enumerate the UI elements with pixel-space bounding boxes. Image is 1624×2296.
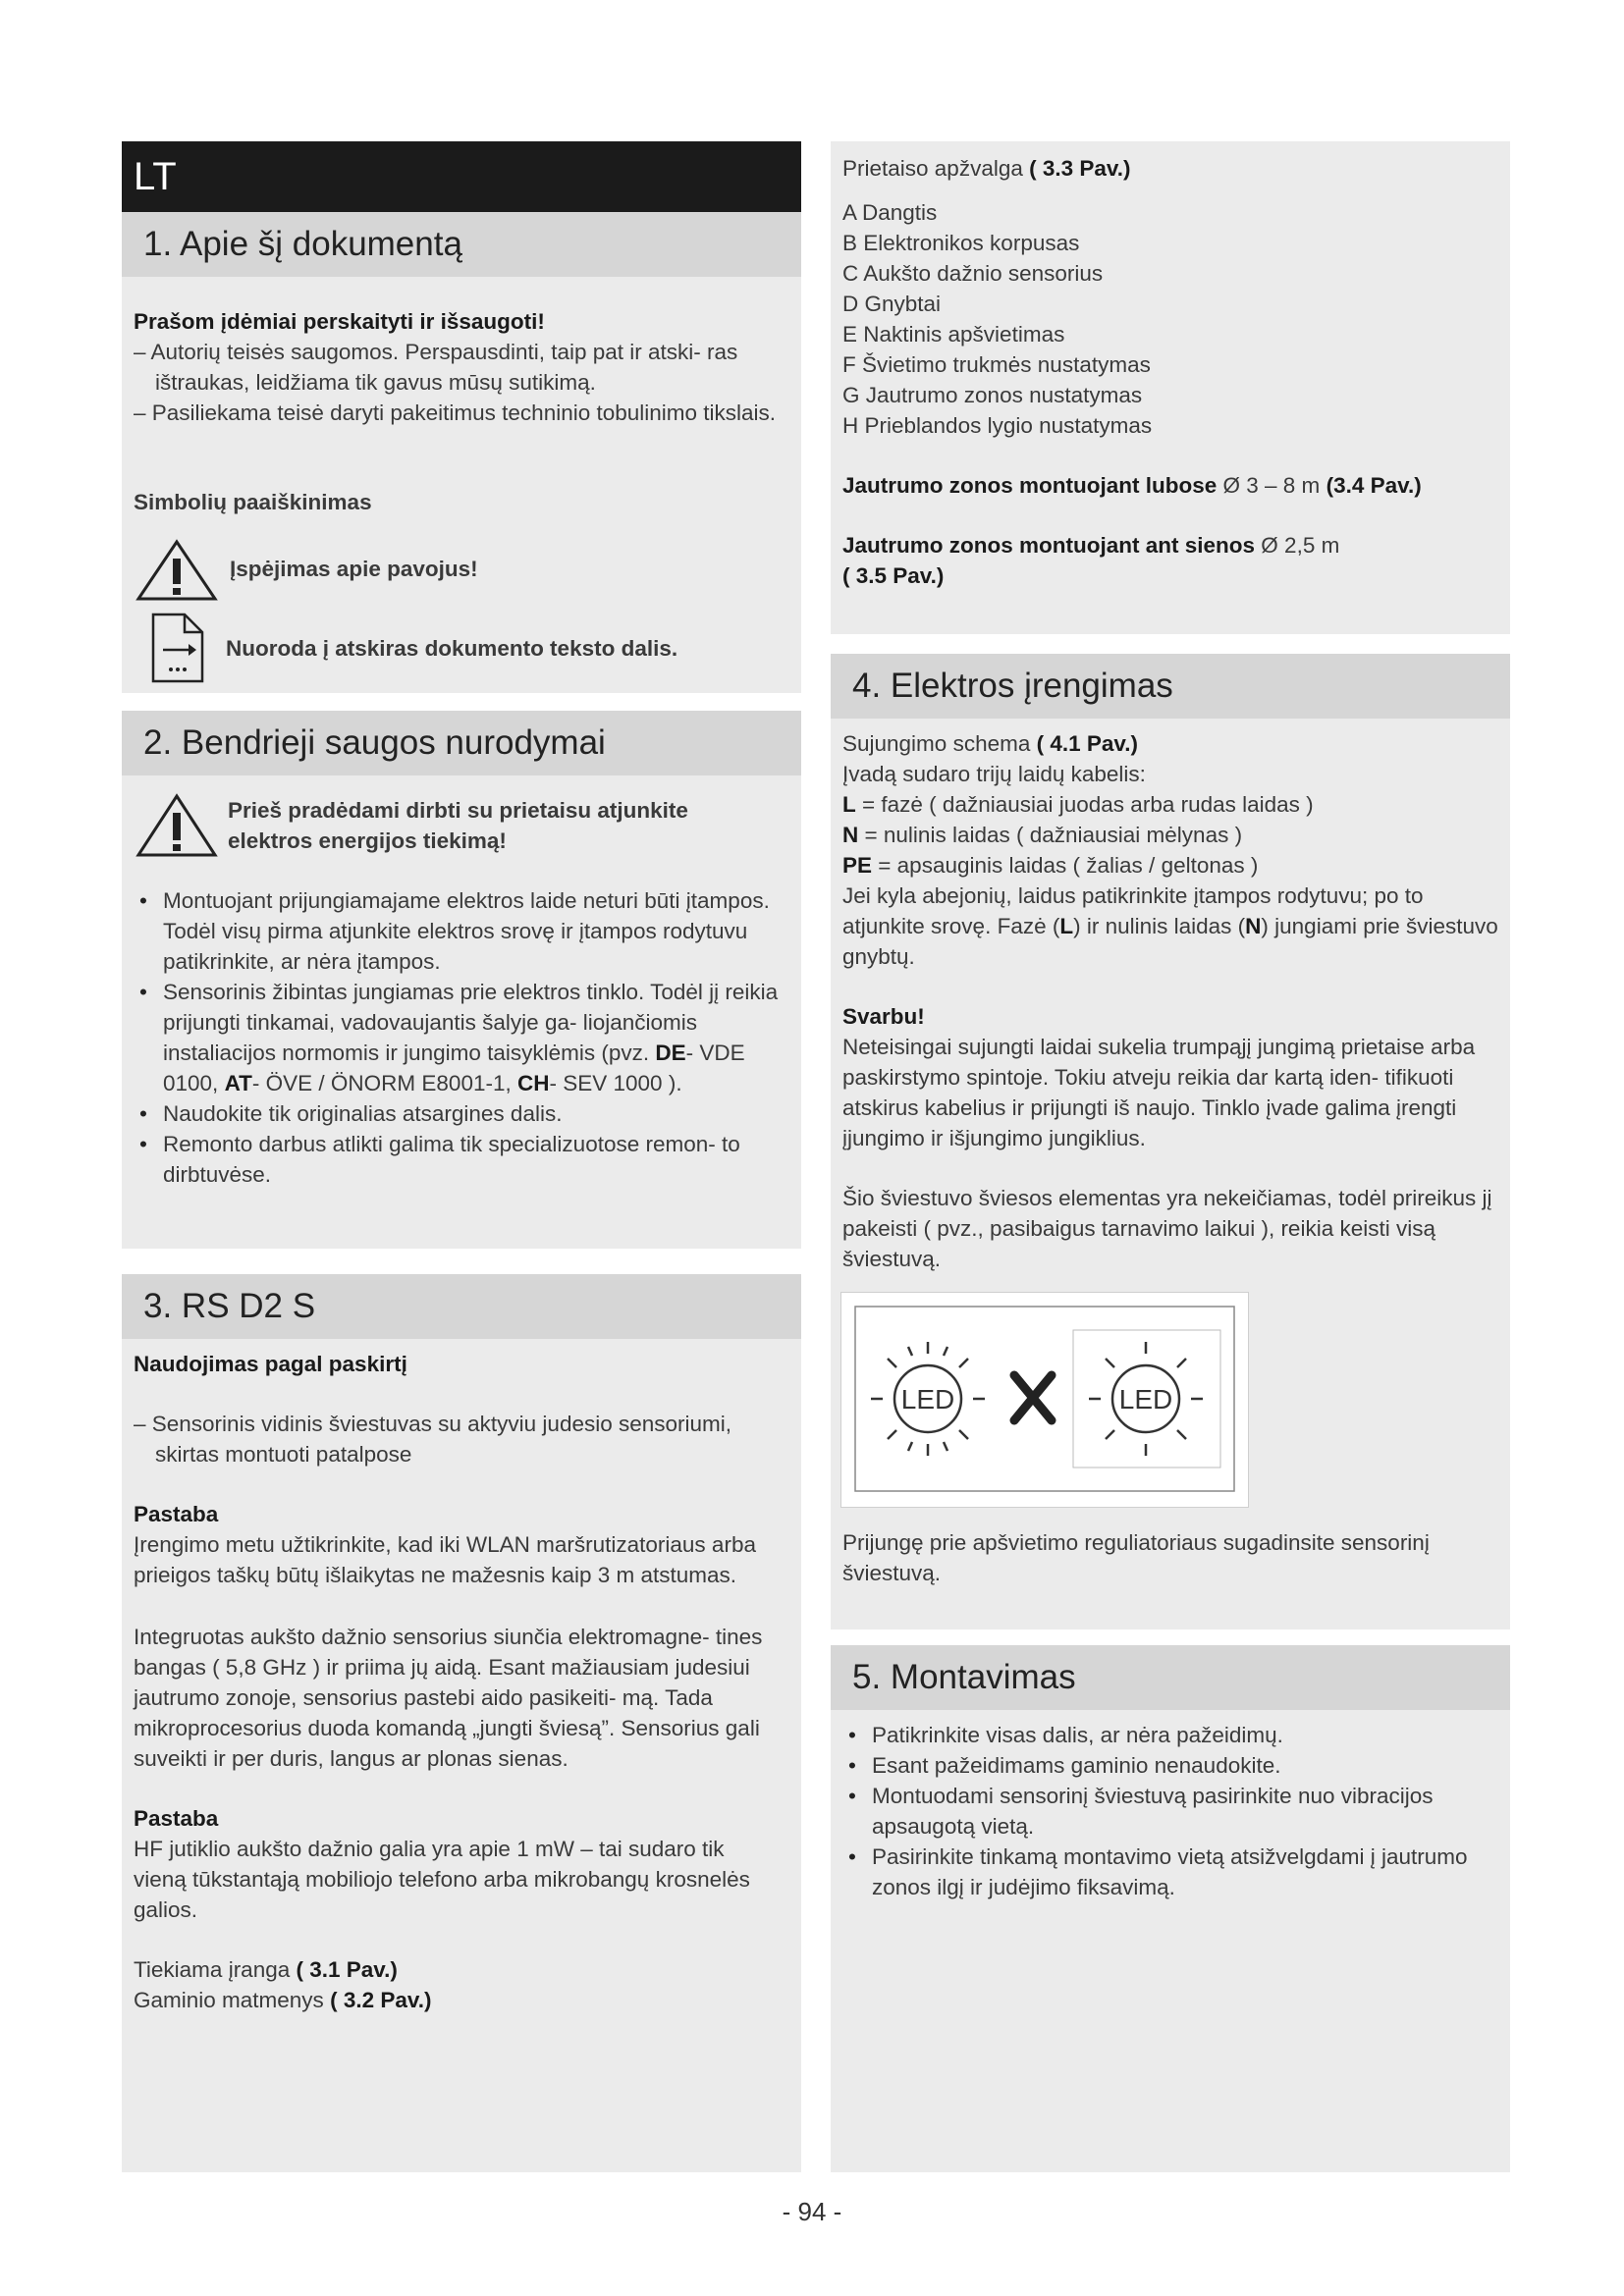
list-item: • Sensorinis žibintas jungiamas prie elektros tinklo. Todėl jį reikia prijungti tinkamai, vadovaujantis šalyje ga- liojančiomis instaliacijos normomis ir jungimo taisyklėmis (pvz. DE- VDE 0100, AT- ÖVE / ÖNORM E8001-1, CH- SEV 1000 ). — [163, 977, 782, 1098]
section-4-panel — [831, 654, 1510, 1629]
supply-line: Tiekiama įranga ( 3.1 Pav.) — [134, 1957, 398, 1982]
led-label: LED — [1118, 1384, 1173, 1415]
list-item: • Naudokite tik originalias atsargines dalis. — [163, 1098, 782, 1129]
note-text: Įrengimo metu užtikrinkite, kad iki WLAN maršrutizatoriaus arba prieigos taškų būtų išlaikytas ne mažesnis kaip 3 m atstumas. — [134, 1532, 756, 1587]
important-text: Neteisingai sujungti laidai sukelia trumpąjį jungimą prietaise arba paskirstymo spintoje. Tokiu atveju reikia dar kartą iden- tifikuoti atskirus kabelius ir prijungti iš naujo. Tinklo įvade galima įrengti įjungimo ir išjungimo jungiklius. — [842, 1035, 1476, 1150]
note-text: HF jutiklio aukšto dažnio galia yra apie 1 mW – tai sudaro tik vieną tūkstantąją mobiliojo telefono arba mikrobangų krosnelės galios. — [134, 1837, 750, 1922]
part-item: H Prieblandos lygio nustatymas — [842, 413, 1153, 438]
doubt-text: Jei kyla abejonių, laidus patikrinkite įtampos rodytuvu; po to atjunkite srovę. Fazė (L) ir nulinis laidas (N) jungiami prie šviestuvo gnybtų. — [842, 883, 1498, 969]
dimmer-warning: Prijungę prie apšvietimo reguliatoriaus sugadinsite sensorinį šviestuvą. — [842, 1530, 1430, 1585]
wiring-scheme-line: Sujungimo schema ( 4.1 Pav.) — [842, 731, 1139, 756]
warning-triangle-icon — [135, 793, 218, 858]
cross-icon — [1014, 1375, 1052, 1420]
list-item: • Montuodami sensorinį šviestuvą pasirinkite nuo vibracijos apsaugotą vietą. — [872, 1781, 1490, 1842]
symbols-heading: Simbolių paaiškinimas — [134, 490, 372, 514]
sensor-description: Integruotas aukšto dažnio sensorius siunčia elektromagne- tines bangas ( 5,8 GHz ) ir priima jų aidą. Esant mažiausiam judesiui jautrumo zonoje, sensorius pastebi aido pasikeiti- mą. Tada mikroprocesorius duoda komandą „jungti šviesą”. Sensorius gali suveikti ir per duris, langus ar plonas sienas. — [134, 1625, 763, 1771]
section-2-panel — [122, 711, 801, 1249]
part-item: B Elektronikos korpusas — [842, 231, 1080, 255]
important-heading: Svarbu! — [842, 1004, 925, 1029]
part-item: D Gnybtai — [842, 292, 942, 316]
device-overview-panel — [831, 141, 1510, 634]
section-5-title: 5. Montavimas — [831, 1645, 1510, 1710]
dimensions-line: Gaminio matmenys ( 3.2 Pav.) — [134, 1988, 432, 2012]
list-item: • Montuojant prijungiamajame elektros laide neturi būti įtampos. Todėl visų pirma atjunkite elektros srovę ir įtampos rodytuvu patikrinkite, ar nėra įtampos. — [163, 885, 782, 977]
list-item: – Autorių teisės saugomos. Perspausdinti, taip pat ir atski- ras ištraukas, leidžiama tik gavus mūsų sutikimą. — [134, 340, 738, 395]
list-item: • Pasirinkite tinkamą montavimo vietą atsižvelgdami į jautrumo zonos ilgį ir judėjimo fiksavimą. — [872, 1842, 1490, 1902]
wall-range: Jautrumo zonos montuojant ant sienos Ø 2,5 m ( 3.5 Pav.) — [842, 533, 1340, 588]
led-label: LED — [900, 1384, 955, 1415]
wire-l: L = fazė ( dažniausiai juodas arba rudas laidas ) — [842, 792, 1314, 817]
list-item: • Patikrinkite visas dalis, ar nėra pažeidimų. — [872, 1720, 1490, 1750]
part-item: F Švietimo trukmės nustatymas — [842, 352, 1151, 377]
section-1-title: 1. Apie šį dokumentą — [122, 212, 801, 277]
ceiling-range: Jautrumo zonos montuojant lubose Ø 3 – 8 m (3.4 Pav.) — [842, 473, 1422, 498]
led-illustration — [840, 1292, 1249, 1508]
intended-use-heading: Naudojimas pagal paskirtį — [134, 1352, 407, 1376]
disconnect-warning: Prieš pradėdami dirbti su prietaisu atjunkite elektros energijos tiekimą! — [228, 798, 688, 853]
section-3-panel — [122, 1274, 801, 2172]
section-2-title: 2. Bendrieji saugos nurodymai — [122, 711, 801, 775]
part-item: G Jautrumo zonos nustatymas — [842, 383, 1143, 407]
section-4-title: 4. Elektros įrengimas — [831, 654, 1510, 719]
page-number: - 94 - — [782, 2197, 842, 2226]
reference-text: Nuoroda į atskiras dokumento teksto dalis. — [226, 635, 678, 661]
section-3-title: 3. RS D2 S — [122, 1274, 801, 1339]
section-1-panel — [122, 212, 801, 693]
wire-n: N = nulinis laidas ( dažniausiai mėlynas ) — [842, 823, 1243, 847]
cable-text: Įvadą sudaro trijų laidų kabelis: — [842, 762, 1146, 786]
document-reference-icon — [151, 613, 204, 683]
intended-use-text: – Sensorinis vidinis šviestuvas su aktyviu judesio sensoriumi, skirtas montuoti patalpose — [134, 1412, 732, 1467]
part-item: C Aukšto dažnio sensorius — [842, 261, 1104, 286]
led-text: Šio šviestuvo šviesos elementas yra nekeičiamas, todėl prireikus jį pakeisti ( pvz., pasibaigus tarnavimo laikui ), reikia keisti visą šviestuvą. — [842, 1186, 1492, 1271]
part-item: E Naktinis apšvietimas — [842, 322, 1065, 347]
section-5-panel — [831, 1645, 1510, 2172]
warning-text: Įspėjimas apie pavojus! — [230, 556, 478, 581]
warning-triangle-icon — [135, 539, 218, 602]
list-item: • Esant pažeidimams gaminio nenaudokite. — [872, 1750, 1490, 1781]
led-replacement-diagram — [841, 1293, 1248, 1507]
note-heading: Pastaba — [134, 1806, 219, 1831]
language-tag: LT — [122, 141, 801, 212]
read-save-heading: Prašom įdėmiai perskaityti ir išsaugoti! — [134, 309, 545, 334]
part-item: A Dangtis — [842, 200, 938, 225]
overview-line: Prietaiso apžvalga ( 3.3 Pav.) — [842, 156, 1131, 181]
wire-pe: PE = apsauginis laidas ( žalias / geltonas ) — [842, 853, 1259, 878]
note-heading: Pastaba — [134, 1502, 219, 1526]
list-item: • Remonto darbus atlikti galima tik specializuotose remon- to dirbtuvėse. — [163, 1129, 782, 1190]
list-item: – Pasiliekama teisė daryti pakeitimus techninio tobulinimo tikslais. — [134, 400, 777, 425]
